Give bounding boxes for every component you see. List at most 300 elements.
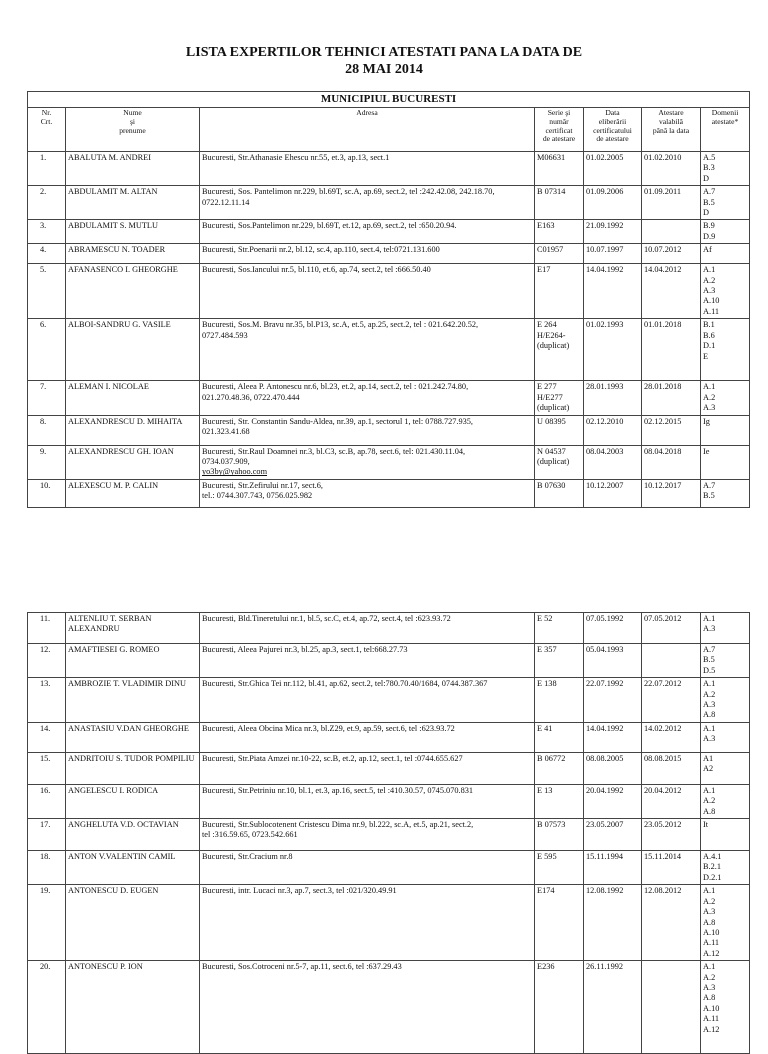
certificate-number [535, 445, 584, 479]
issue-date: 12.08.1992 [584, 885, 642, 961]
issue-date: 21.09.1992 [584, 220, 642, 244]
certificate-number [535, 752, 584, 784]
expert-address [200, 722, 535, 752]
domain-code: A.3 [703, 286, 716, 296]
issue-date: 01.02.2005 [584, 152, 642, 186]
domain-code: A.12 [703, 948, 720, 958]
header-text-line: până la data [652, 125, 690, 135]
header-text-line: de atestare [542, 134, 576, 144]
expert-name: ALBOI-SANDRU G. VASILE [66, 319, 200, 381]
domain-code: Ig [703, 416, 710, 426]
domain-code: B.1 [703, 320, 715, 330]
certificate-line: E17 [537, 265, 551, 275]
certificate-line: M06631 [537, 153, 566, 162]
row-number: 19. [28, 885, 66, 961]
header-text-line: valabilă [658, 116, 684, 126]
domain-code: A.5 [703, 153, 716, 162]
expert-name: ALTENLIU T. SERBAN ALEXANDRU [66, 613, 200, 644]
row-number: 1. [28, 152, 66, 186]
table-row [28, 784, 750, 818]
email-link[interactable]: yo3by@yahoo.com [202, 467, 268, 477]
domain-code: A.2 [703, 392, 716, 402]
valid-until-date: 14.02.2012 [642, 722, 701, 752]
domain-code: A.12 [703, 1024, 720, 1034]
header-text-line: Adresa [356, 108, 378, 117]
certified-domains [701, 961, 750, 1054]
expert-address [200, 264, 535, 319]
row-number: 18. [28, 851, 66, 885]
table-row [28, 644, 750, 678]
expert-address [200, 851, 535, 885]
domain-code: A.7 [703, 645, 716, 654]
certificate-number [535, 678, 584, 723]
domain-code: B.9 [703, 221, 715, 231]
expert-address [200, 319, 535, 381]
address-line: Bucuresti, Bld.Tineretului nr.1, bl.5, sc.C, et.4, ap.72, sect.4, tel :623.93.72 [202, 614, 451, 623]
certificate-number [535, 220, 584, 244]
domain-code: D.5 [703, 665, 716, 675]
header-text-line: Serie şi [547, 108, 571, 117]
col-header-serie [535, 108, 584, 152]
table-row [28, 961, 750, 1054]
valid-until-date: 20.04.2012 [642, 784, 701, 818]
valid-until-date [642, 644, 701, 678]
address-line: Bucuresti, Aleea P. Antonescu nr.6, bl.23, et.2, ap.14, sect.2, tel : 021.242.74.80, [202, 382, 469, 392]
certificate-line: E174 [537, 886, 555, 896]
address-line: Bucuresti, Aleea Pajurei nr.3, bl.25, ap.3, sect.1, tel:668.27.73 [202, 645, 408, 654]
certificate-line: E 52 [537, 614, 553, 623]
header-text-line: şi [129, 116, 136, 126]
issue-date: 22.07.1992 [584, 678, 642, 723]
row-number: 20. [28, 961, 66, 1054]
expert-address [200, 752, 535, 784]
certified-domains [701, 784, 750, 818]
certificate-number [535, 961, 584, 1054]
table-row [28, 819, 750, 851]
issue-date: 23.05.2007 [584, 819, 642, 851]
certificate-line: B 07314 [537, 187, 566, 197]
expert-address [200, 644, 535, 678]
col-header-data-eliberare [584, 108, 642, 152]
row-number: 12. [28, 644, 66, 678]
address-line: 0734.037.909, yo3by@yahoo.com [202, 457, 532, 478]
expert-name: ANTONESCU P. ION [66, 961, 200, 1054]
header-text-line: de atestare [596, 134, 629, 144]
domain-code: E [703, 351, 709, 361]
certified-domains [701, 722, 750, 752]
valid-until-date: 01.02.2010 [642, 152, 701, 186]
expert-address [200, 613, 535, 644]
expert-name: AMBROZIE T. VLADIMIR DINU [66, 678, 200, 723]
certificate-line: E 138 [537, 679, 557, 689]
domain-code: A.8 [703, 806, 716, 816]
certificate-number [535, 319, 584, 381]
certificate-number [535, 381, 584, 415]
row-number: 5. [28, 264, 66, 319]
expert-name: ANGHELUTA V.D. OCTAVIAN [66, 819, 200, 851]
domain-code: A.8 [703, 917, 716, 927]
certified-domains [701, 678, 750, 723]
certified-domains [701, 851, 750, 885]
header-text-line: Crt. [40, 116, 53, 126]
address-line: tel.: 0744.307.743, 0756.025.982 [202, 491, 313, 501]
domain-code: A.1 [703, 785, 716, 795]
expert-name: ABRAMESCU N. TOADER [66, 244, 200, 264]
expert-name: ALEXANDRESCU D. MIHAITA [66, 415, 200, 445]
address-line: 021.270.48.36, 0722.470.444 [202, 392, 300, 402]
expert-name: AFANASENCO I. GHEORGHE [66, 264, 200, 319]
domain-code: A.3 [703, 700, 716, 710]
expert-address [200, 678, 535, 723]
domain-code: B.3 [703, 163, 715, 173]
valid-until-date: 01.01.2018 [642, 319, 701, 381]
expert-address [200, 885, 535, 961]
expert-address [200, 479, 535, 507]
issue-date: 05.04.1993 [584, 644, 642, 678]
certificate-number [535, 152, 584, 186]
table-row [28, 415, 750, 445]
address-line: Bucuresti, Aleea Obcina Mica nr.3, bl.Z29, et.9, ap.59, sect.6, tel :623.93.72 [202, 723, 455, 733]
domain-code: A.11 [703, 1014, 720, 1024]
certificate-line: E163 [537, 221, 555, 231]
valid-until-date [642, 220, 701, 244]
issue-date: 07.05.1992 [584, 613, 642, 644]
certificate-line: U 08395 [537, 416, 566, 426]
domain-code: A.3 [703, 403, 716, 413]
expert-address [200, 381, 535, 415]
table-row [28, 722, 750, 752]
issue-date: 08.08.2005 [584, 752, 642, 784]
col-header-nr [28, 108, 66, 152]
address-line: Bucuresti, Sos.Cotroceni nr.5-7, ap.11, sect.6, tel :637.29.43 [202, 962, 402, 972]
domain-code: D.9 [703, 231, 716, 241]
address-line: 0722.12.11.14 [202, 197, 250, 207]
table-row [28, 885, 750, 961]
certificate-number [535, 885, 584, 961]
valid-until-date: 12.08.2012 [642, 885, 701, 961]
certified-domains [701, 415, 750, 445]
domain-code: A.11 [703, 938, 720, 948]
expert-address [200, 445, 535, 479]
col-header-valabila [642, 108, 701, 152]
certificate-line: (duplicat) [537, 403, 570, 413]
row-number: 7. [28, 381, 66, 415]
domain-code: A.2 [703, 796, 716, 806]
domain-code: A.1 [703, 614, 716, 623]
domain-code: A.10 [703, 927, 720, 937]
domain-code: D [703, 173, 709, 183]
expert-address [200, 186, 535, 220]
certificate-line: H/E277 [537, 392, 563, 402]
table-row [28, 678, 750, 723]
certificate-line: H/E264- [537, 330, 566, 340]
issue-date: 15.11.1994 [584, 851, 642, 885]
table-row [28, 851, 750, 885]
certified-domains [701, 479, 750, 507]
issue-date: 02.12.2010 [584, 415, 642, 445]
certificate-line: B 07630 [537, 480, 566, 490]
table-row [28, 381, 750, 415]
expert-address [200, 415, 535, 445]
domain-code: A.2 [703, 275, 716, 285]
expert-name: ABALUTA M. ANDREI [66, 152, 200, 186]
table-row [28, 479, 750, 507]
expert-name: ABDULAMIT M. ALTAN [66, 186, 200, 220]
row-number: 9. [28, 445, 66, 479]
certificate-line: (duplicat) [537, 456, 570, 466]
expert-address [200, 961, 535, 1054]
domain-code: Ie [703, 446, 710, 456]
domain-code: A.4.1 [703, 852, 722, 862]
certificate-line: E 277 [537, 382, 557, 392]
valid-until-date: 08.08.2015 [642, 752, 701, 784]
certificate-line: E236 [537, 962, 555, 972]
domain-code: A.1 [703, 265, 716, 275]
domain-code: A.3 [703, 982, 716, 992]
domain-code: A.1 [703, 679, 716, 689]
header-text-line: Atestare [658, 108, 684, 117]
domain-code: A.10 [703, 296, 720, 306]
issue-date: 14.04.1992 [584, 264, 642, 319]
domain-code: It [703, 820, 709, 830]
expert-address [200, 784, 535, 818]
expert-address [200, 819, 535, 851]
address-line: Bucuresti, Str.Sublocotenent Cristescu Dima nr.9, bl.222, sc.A, et.5, ap.21, sect.2, [202, 820, 474, 830]
address-line: Bucuresti, Sos.Iancului nr.5, bl.110, et.6, ap.74, sect.2, tel :666.50.40 [202, 265, 431, 275]
domain-code: A.7 [703, 480, 716, 490]
table-row [28, 445, 750, 479]
address-line: Bucuresti, Str.Raul Doamnei nr.3, bl.C3, sc.B, ap.78, sect.6, tel: 021.430.11.04, [202, 446, 466, 456]
address-line: Bucuresti, Str.Athanasie Ehescu nr.55, et.3, ap.13, sect.1 [202, 153, 390, 162]
valid-until-date [642, 961, 701, 1054]
certified-domains [701, 244, 750, 264]
certificate-number [535, 244, 584, 264]
domain-code: A1 [703, 753, 714, 763]
domain-code: B.5 [703, 197, 715, 207]
col-header-domenii [701, 108, 750, 152]
issue-date: 20.04.1992 [584, 784, 642, 818]
issue-date: 10.12.2007 [584, 479, 642, 507]
address-line: Bucuresti, Str.Piata Amzei nr.10-22, sc.B, et.2, ap.12, sect.1, tel :0744.655.627 [202, 753, 463, 763]
expert-name: AMAFTIESEI G. ROMEO [66, 644, 200, 678]
expert-name: ALEXANDRESCU GH. IOAN [66, 445, 200, 479]
certificate-number [535, 613, 584, 644]
certificate-line: E 41 [537, 723, 553, 733]
domain-code: A.1 [703, 886, 716, 896]
address-line: Bucuresti, Str.Ghica Tei nr.112, bl.41, ap.62, sect.2, tel:780.70.40/1684, 0744.387.367 [202, 679, 488, 689]
valid-until-date: 28.01.2018 [642, 381, 701, 415]
table-row [28, 613, 750, 644]
header-text-line: Nume [123, 108, 142, 117]
address-line: Bucuresti, Str.Poenarii nr.2, bl.12, sc.4, ap.110, sect.4, tel:0721.131.600 [202, 245, 440, 255]
header-text-line: Nr. [41, 108, 52, 117]
address-line: Bucuresti, Str.Cracium nr.8 [202, 852, 293, 862]
certified-domains [701, 819, 750, 851]
valid-until-date: 02.12.2015 [642, 415, 701, 445]
address-line: tel :316.59.65, 0723.542.661 [202, 830, 298, 840]
address-line: Bucuresti, intr. Lucaci nr.3, ap.7, sect.3, tel :021/320.49.91 [202, 886, 397, 896]
row-number: 6. [28, 319, 66, 381]
expert-name: ALEXESCU M. P. CALIN [66, 479, 200, 507]
domain-code: A.2 [703, 896, 716, 906]
expert-address [200, 244, 535, 264]
expert-name: ANASTASIU V.DAN GHEORGHE [66, 722, 200, 752]
address-line: Bucuresti, Sos.M. Bravu nr.35, bl.P13, sc.A, et.5, ap.25, sect.2, tel : 021.642.20.52, [202, 320, 479, 330]
domain-code: D [703, 208, 709, 218]
row-number: 8. [28, 415, 66, 445]
domain-code: B.2.1 [703, 862, 721, 872]
certificate-line: N 04537 [537, 446, 566, 456]
row-number: 16. [28, 784, 66, 818]
certified-domains [701, 319, 750, 381]
valid-until-date: 23.05.2012 [642, 819, 701, 851]
issue-date: 08.04.2003 [584, 445, 642, 479]
domain-code: Af [703, 245, 712, 255]
address-line: Bucuresti, Sos. Pantelimon nr.229, bl.69T, sc.A, ap.69, sect.2, tel :242.42.08, 242.18.70, [202, 187, 495, 197]
domain-code: A.11 [703, 306, 720, 316]
certificate-line: (duplicat) [537, 341, 570, 351]
domain-code: D.2.1 [703, 872, 722, 882]
header-text-line: certificat [545, 125, 573, 135]
certificate-number [535, 784, 584, 818]
issue-date: 26.11.1992 [584, 961, 642, 1054]
certified-domains [701, 445, 750, 479]
domain-code: B.5 [703, 655, 715, 665]
expert-address [200, 152, 535, 186]
certificate-number [535, 851, 584, 885]
col-header-adresa [200, 108, 535, 152]
header-text-line: număr [549, 116, 569, 126]
expert-name: ABDULAMIT S. MUTLU [66, 220, 200, 244]
domain-code: A.7 [703, 187, 716, 197]
expert-name: ANTONESCU D. EUGEN [66, 885, 200, 961]
certificate-line: B 07573 [537, 820, 566, 830]
row-number: 2. [28, 186, 66, 220]
domain-code: A.2 [703, 972, 716, 982]
certificate-line: C01957 [537, 245, 564, 255]
address-line: Bucuresti, Str.Zefirului nr.17, sect.6, [202, 480, 323, 490]
header-text-line: prenume [119, 125, 146, 135]
certificate-number [535, 644, 584, 678]
experts-table-part1 [27, 91, 750, 508]
issue-date: 14.04.1992 [584, 722, 642, 752]
expert-name: ANDRITOIU S. TUDOR POMPILIU [66, 752, 200, 784]
valid-until-date: 14.04.2012 [642, 264, 701, 319]
table-row [28, 244, 750, 264]
row-number: 13. [28, 678, 66, 723]
expert-name: ALEMAN I. NICOLAE [66, 381, 200, 415]
domain-code: A.3 [703, 624, 716, 634]
certified-domains [701, 752, 750, 784]
domain-code: A.8 [703, 993, 716, 1003]
domain-code: A2 [703, 764, 714, 774]
header-text-line: certificatului [593, 125, 632, 135]
certificate-line: E 13 [537, 785, 553, 795]
experts-table-part2 [27, 612, 750, 1054]
certified-domains [701, 613, 750, 644]
domain-code: A.10 [703, 1003, 720, 1013]
valid-until-date: 15.11.2014 [642, 851, 701, 885]
domain-code: B.5 [703, 491, 715, 501]
table-row [28, 152, 750, 186]
domain-code: A.1 [703, 382, 716, 392]
certificate-line: E 357 [537, 645, 557, 654]
expert-name: ANTON V.VALENTIN CAMIL [66, 851, 200, 885]
address-line: 0727.484.593 [202, 330, 248, 340]
issue-date: 01.02.1993 [584, 319, 642, 381]
header-text-line: Data [605, 108, 620, 117]
header-text-line: atestate* [711, 116, 739, 126]
table-row [28, 220, 750, 244]
certified-domains [701, 885, 750, 961]
expert-address [200, 220, 535, 244]
section-heading: MUNICIPIUL BUCURESTI [28, 92, 750, 108]
issue-date: 28.01.1993 [584, 381, 642, 415]
certificate-number [535, 264, 584, 319]
document-title-line1: LISTA EXPERTILOR TEHNICI ATESTATI PANA LA DATA DE [185, 45, 583, 60]
certified-domains [701, 152, 750, 186]
address-line: 021.323.41.68 [202, 426, 250, 436]
domain-code: D.1 [703, 341, 716, 351]
row-number: 17. [28, 819, 66, 851]
valid-until-date: 08.04.2018 [642, 445, 701, 479]
domain-code: A.2 [703, 689, 716, 699]
row-number: 14. [28, 722, 66, 752]
domain-code: A.3 [703, 734, 716, 744]
valid-until-date: 22.07.2012 [642, 678, 701, 723]
issue-date: 10.07.1997 [584, 244, 642, 264]
certificate-line: B 06772 [537, 753, 566, 763]
table-row [28, 186, 750, 220]
address-line: Bucuresti, Str. Constantin Sandu-Aldea, nr.39, ap.1, sectorul 1, tel: 0788.727.935, [202, 416, 474, 426]
row-number: 3. [28, 220, 66, 244]
row-number: 4. [28, 244, 66, 264]
valid-until-date: 10.12.2017 [642, 479, 701, 507]
table-row [28, 752, 750, 784]
address-line: Bucuresti, Str.Petriniu nr.10, bl.1, et.3, ap.16, sect.5, tel :410.30.57, 0745.070.831 [202, 785, 474, 795]
certificate-line: E 595 [537, 852, 557, 862]
domain-code: A.1 [703, 723, 716, 733]
table-row [28, 264, 750, 319]
valid-until-date: 10.07.2012 [642, 244, 701, 264]
col-header-nume [66, 108, 200, 152]
issue-date: 01.09.2006 [584, 186, 642, 220]
certified-domains [701, 220, 750, 244]
row-number: 15. [28, 752, 66, 784]
certificate-number [535, 819, 584, 851]
header-text-line: eliberării [598, 116, 627, 126]
domain-code: A.8 [703, 710, 716, 720]
certificate-number [535, 479, 584, 507]
certified-domains [701, 644, 750, 678]
certificate-number [535, 415, 584, 445]
certificate-number [535, 722, 584, 752]
certified-domains [701, 381, 750, 415]
certified-domains [701, 186, 750, 220]
certificate-number [535, 186, 584, 220]
header-text-line: Domenii [711, 108, 739, 117]
valid-until-date: 01.09.2011 [642, 186, 701, 220]
document-title-line2: 28 MAI 2014 [345, 62, 423, 77]
row-number: 11. [28, 613, 66, 644]
domain-code: A.3 [703, 907, 716, 917]
domain-code: A.1 [703, 962, 716, 972]
expert-name: ANGELESCU I. RODICA [66, 784, 200, 818]
domain-code: B.6 [703, 330, 715, 340]
row-number: 10. [28, 479, 66, 507]
column-header-row [28, 108, 750, 152]
certificate-line: E 264 [537, 320, 557, 330]
